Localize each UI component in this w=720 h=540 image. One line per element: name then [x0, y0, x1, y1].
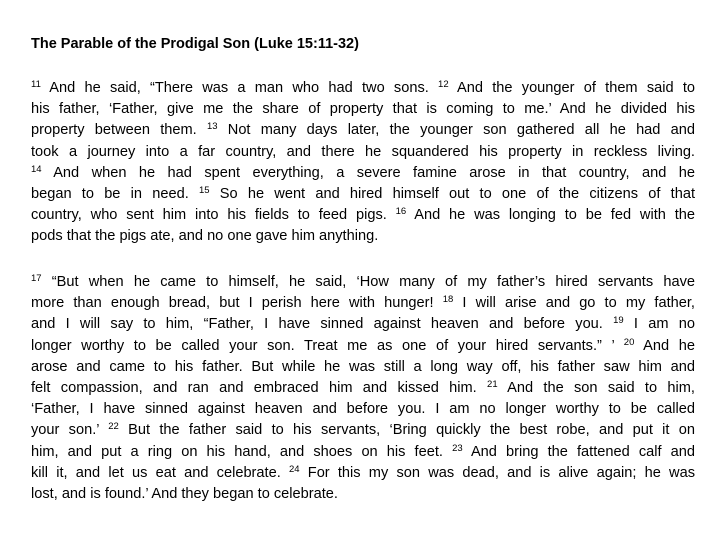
- verse-number: 16: [395, 206, 407, 218]
- verse-text: And he: [634, 337, 695, 354]
- verse-text: began to be in need.: [31, 185, 199, 202]
- verse-text: kill it, and let us eat and celebrate.: [31, 464, 289, 481]
- verse-number: 18: [442, 294, 454, 306]
- verse-number: 15: [198, 184, 210, 196]
- verse-number: 20: [623, 336, 635, 348]
- verse-number: 24: [288, 463, 300, 475]
- verse-text: For this my son was dead, and is alive again; he was: [299, 464, 696, 481]
- verse-text: pods that the pigs ate, and no one gave him anything.: [31, 228, 379, 245]
- text-line: [31, 184, 695, 205]
- verse-text: And bring the fattened calf and: [462, 443, 695, 460]
- verse-text: And the son said to him,: [497, 379, 695, 396]
- verse-text: him, and put a ring on his hand, and shoes on his feet.: [31, 443, 453, 460]
- text-line: [31, 163, 695, 184]
- verse-text: lost, and is found.’ And they began to celebrate.: [31, 485, 338, 502]
- verse-text: Not many days later, the younger son gathered all he had and: [217, 122, 696, 139]
- verse-text: I am no: [623, 316, 695, 333]
- text-line: [31, 226, 695, 247]
- verse-text: more than enough bread, but I perish here with hunger!: [31, 295, 443, 312]
- text-line: [31, 484, 695, 505]
- verse-text: And the younger of them said to: [448, 80, 695, 96]
- text-line: [31, 120, 695, 141]
- text-line: [31, 463, 695, 484]
- verse-text: And when he had spent everything, a severe famine arose in that country, and he: [41, 164, 695, 181]
- verse-text: arose and came to his father. But while he was still a long way off, his father saw him and: [31, 358, 695, 375]
- text-line: [31, 357, 695, 378]
- verse-text: longer worthy to be called your son. Treat me as one of your hired servants.” ’: [31, 337, 624, 354]
- verse-text: I will arise and go to my father,: [453, 295, 695, 312]
- text-line: [31, 78, 695, 99]
- text-line: [31, 314, 695, 335]
- paragraph-2: [31, 272, 695, 505]
- text-line: [31, 420, 695, 441]
- verse-text: But the father said to his servants, ‘Bring quickly the best robe, and put it on: [118, 422, 695, 439]
- verse-text: And he said, “There was a man who had two sons.: [40, 80, 439, 96]
- text-line: [31, 99, 695, 120]
- verse-text: And he was longing to be fed with the: [406, 207, 695, 224]
- verse-number: 19: [613, 315, 624, 327]
- text-line: [31, 142, 695, 163]
- verse-text: “But when he came to himself, he said, ‘How many of my father’s hired servants have: [41, 274, 695, 290]
- verse-number: 11: [31, 79, 41, 90]
- verse-text: ‘Father, I have sinned against heaven and before you. I am no longer worthy to be called: [31, 401, 695, 418]
- verse-number: 22: [108, 421, 119, 433]
- verse-text: his father, ‘Father, give me the share of property that is coming to me.’ And he divided his: [31, 101, 695, 118]
- verse-number: 21: [487, 378, 498, 390]
- verse-text: property between them.: [31, 122, 207, 139]
- text-line: [31, 399, 695, 420]
- text-line: [31, 272, 695, 293]
- text-line: [31, 442, 695, 463]
- verse-number: 12: [438, 79, 449, 90]
- verse-number: 23: [452, 442, 463, 454]
- verse-text: your son.’: [31, 422, 109, 439]
- text-line: [31, 205, 695, 226]
- text-line: [31, 378, 695, 399]
- text-line: [31, 336, 695, 357]
- verse-text: country, who sent him into his fields to feed pigs.: [31, 207, 396, 224]
- verse-text: felt compassion, and ran and embraced him and kissed him.: [31, 379, 488, 396]
- page-title: The Parable of the Prodigal Son (Luke 15:11-32): [31, 36, 359, 52]
- verse-text: and I will say to him, “Father, I have sinned against heaven and before you.: [31, 316, 614, 333]
- verse-number: 17: [31, 273, 42, 284]
- verse-text: So he went and hired himself out to one of the citizens of that: [209, 185, 696, 202]
- verse-number: 14: [31, 163, 42, 175]
- paragraph-1: [31, 78, 695, 248]
- verse-number: 13: [206, 121, 218, 133]
- text-line: [31, 293, 695, 314]
- verse-text: took a journey into a far country, and there he squandered his property in reckless living.: [31, 143, 695, 160]
